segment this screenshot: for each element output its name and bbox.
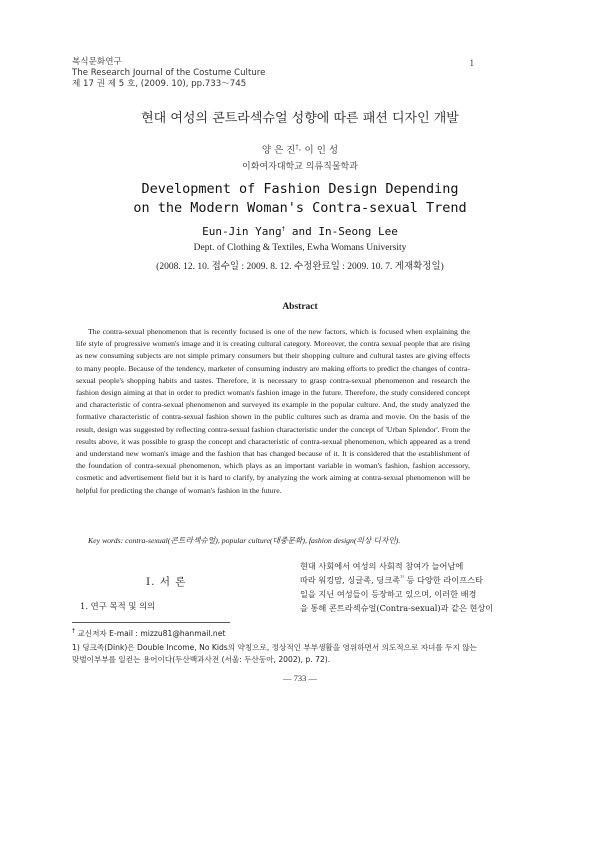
- title-english: [0, 180, 600, 218]
- page-number: 1: [469, 58, 474, 68]
- footnote-email: 교신저자 E-mail : mizzu81@hanmail.net: [77, 629, 226, 638]
- intro-line-4: 을 통해 콘트라섹슈얼(Contra-sexual)과 같은 현상이: [300, 603, 494, 613]
- footnote-mark: †: [72, 627, 75, 635]
- section-title: Ⅰ. 서 론: [146, 576, 187, 588]
- abstract-body: The contra-sexual phenomenon that is recently focused is one of the new factors, which is focused when explaining the life style of progressive women's image and it is creating cultural category. Moreover, the contra sexual people that are rising as new consuming subjects are not simple primary consumers but their shopping culture and cultural tastes are giving effects to many people. Because of the tendency, marketer of consuming industry are making efforts to predict the changes of contra-sexual people's shopping habits and tastes. Therefore, it is necessary to grasp contra-sexual phenomenon and research the fashion design aiming at that in order to predict woman's fashion image in the future. Therefore, the study considered concept and characteristic of contra-sexual phenomenon and surveyed its example in the popular culture. And, the study analyzed the formative characteristic of contra-sexual fashion shown in the public cultures such as drama and movie. On the basis of the result, design was suggested by reflecting contra-sexual fashion characteristic under the concept of 'Urban Splendor'. From the results above, it was possible to grasp the concept and characteristic of contra-sexual phenomenon, which appeared as a trend and understand new woman's image and the fashion that has changed because of it. It is considered that the establishment of the foundation of contra-sexual phenomenon, which plays as an important variable in woman's fashion, fashion accessory, cosmetic and advertisement field but it is hard to clarify, by analyzing the work aiming at contra-sexual phenomenon will be helpful for predicting the change of woman's fashion in the future.: [76, 327, 470, 495]
- corresponding-mark: †: [295, 143, 299, 151]
- intro-line-2-text: 따라 워킹맘, 싱글족, 딩크족: [300, 575, 401, 585]
- footnote-1: 1) 딩크족(Dink)은 Double Income, No Kids의 약칭으로, 정상적인 부부생활을 영위하면서 의도적으로 자녀를 두지 않는 맞벌이부부를 일컫는 용어이다(두산백과사전 (서울: 두산동아, 2002), p. 72).: [72, 643, 477, 664]
- authors-korean: [0, 142, 600, 156]
- title-english-line2: on the Modern Woman's Contra-sexual Trend: [133, 200, 467, 216]
- title-korean: 현대 여성의 콘트라섹슈얼 성향에 따른 패션 디자인 개발: [141, 111, 459, 126]
- author-rest-ko: · 이 인 성: [298, 145, 339, 156]
- journal-name-ko: 복식문화연구: [72, 57, 122, 67]
- page-footer: ― 733 ―: [283, 673, 317, 683]
- abstract-heading: Abstract: [282, 302, 318, 312]
- intro-paragraph: [300, 559, 494, 615]
- intro-line-2: [300, 573, 483, 587]
- journal-issue: 제 17 권 제 5 호, (2009. 10), pp.733～745: [72, 79, 247, 89]
- affiliation-english: Dept. of Clothing & Textiles, Ewha Womans University: [193, 243, 407, 253]
- footnote-divider: [72, 622, 230, 623]
- submission-dates: (2008. 12. 10. 접수일 : 2009. 8. 12. 수정완료일 : 2009. 10. 7. 게재확정일): [156, 262, 444, 272]
- journal-header: [72, 57, 265, 90]
- keywords: Key words: contra-sexual(콘트라섹슈얼), popular culture(대중문화), fashion design(의상 디자인).: [88, 536, 401, 545]
- authors-english: [0, 225, 600, 238]
- intro-line-2-tail: 등 다양한 라이프스타: [403, 575, 483, 585]
- corresponding-mark-en: †: [281, 225, 286, 233]
- title-english-line1: Development of Fashion Design Depending: [141, 181, 459, 197]
- intro-line-1: 현대 사회에서 여성의 사회적 참여가 늘어남에: [300, 561, 464, 571]
- affiliation-korean: 이화여자대학교 의류직물학과: [242, 162, 358, 172]
- journal-name-en: The Research Journal of the Costume Culture: [72, 68, 266, 78]
- author-rest-en: and In-Seong Lee: [285, 225, 398, 238]
- footnote-corresponding: [72, 628, 225, 639]
- subsection-title: 1. 연구 목적 및 의의: [80, 601, 156, 611]
- author-first-en: Eun-Jin Yang: [202, 225, 282, 238]
- footnote-ref-1: ¹⁾: [400, 574, 404, 582]
- author-first-ko: 양 은 진: [261, 145, 296, 156]
- intro-line-3: 일을 지닌 여성들이 등장하고 있으며, 이러한 배경: [300, 589, 477, 599]
